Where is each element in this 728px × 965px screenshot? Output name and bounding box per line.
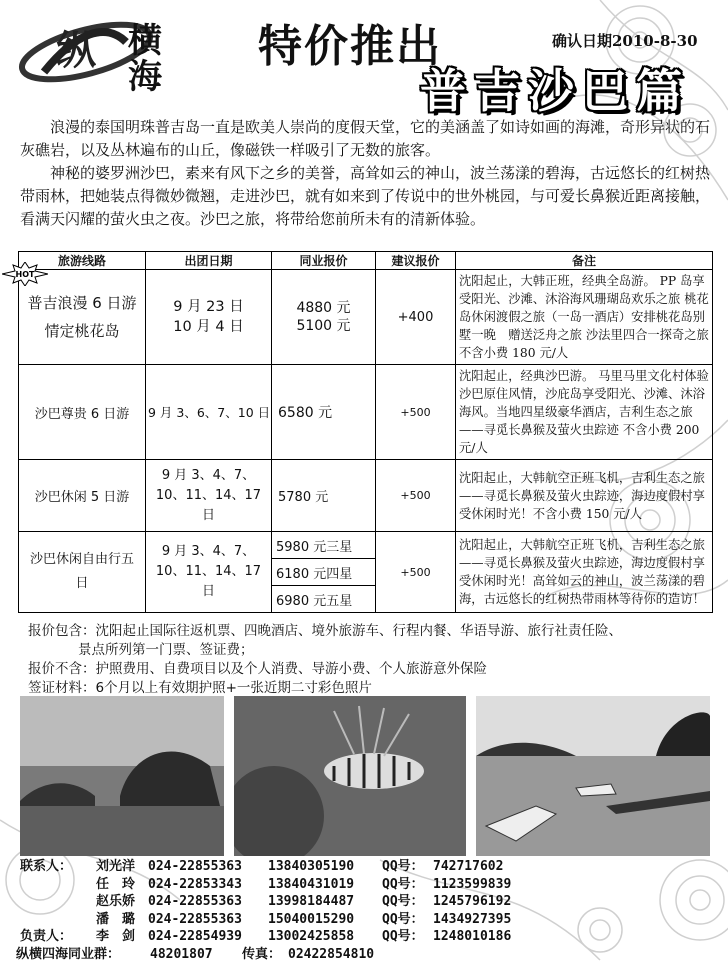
contact-qq-label: QQ号： <box>382 894 424 909</box>
date-item: 10 月 4 日 <box>173 319 244 335</box>
fax-label: 传真： <box>242 946 282 962</box>
group-row <box>16 946 720 964</box>
group-number: 48201807 <box>150 946 213 962</box>
table-row <box>19 365 713 460</box>
tour-price-table <box>15 251 713 613</box>
table-row <box>19 460 713 532</box>
contact-name: 赵乐娇 <box>96 894 136 909</box>
header-dates: 出团日期 <box>146 252 272 270</box>
visa-materials: 签证材料：6个月以上有效期护照+一张近期二寸彩色照片 <box>28 680 372 696</box>
contact-qq: 1248010186 <box>433 929 512 944</box>
contact-phone: 024-22853343 <box>148 876 242 892</box>
page-subtitle: 普吉沙巴篇 <box>420 64 690 118</box>
route-name: 普吉浪漫 6 日游 <box>27 294 137 312</box>
intro-paragraph-sabah: 神秘的婆罗洲沙巴，素来有风下之乡的美誉，高耸如云的神山，波兰荡漾的碧海，古远悠长的红树热带雨林，把她装点得微妙微翘，走进沙巴，就有如来到了传说中的世外桃园，与可爱长鼻猴近距离接触，看满天闪耀的萤火虫之夜。沙巴之旅，将带给您前所未有的清新体验。 <box>20 164 711 228</box>
table-row <box>19 270 713 365</box>
contact-qq-label: QQ号： <box>382 929 424 944</box>
route-subtitle: 情定桃花岛 <box>44 322 120 340</box>
price-cell: 6980 元五星 <box>272 586 376 613</box>
fax-number: 02422854810 <box>288 946 375 962</box>
confirm-date: 确认日期2010-8-30 <box>552 32 698 50</box>
contact-row <box>20 858 720 876</box>
contact-qq-label: QQ号： <box>382 876 424 892</box>
group-label: 纵横四海同业群： <box>16 946 121 962</box>
contact-mobile: 13998184487 <box>268 894 355 909</box>
svg-text:海: 海 <box>128 57 162 94</box>
price-cell <box>272 270 376 365</box>
price-cell: 5980 元三星 <box>272 532 376 559</box>
table-header-row <box>19 252 713 270</box>
price-item: 5100 元 <box>296 318 351 334</box>
svg-text:纵: 纵 <box>56 28 96 74</box>
page-title: 特价推出 <box>258 21 442 72</box>
notes-cell: 沈阳起止，大韩正班，经典全岛游。 PP 岛享受阳光、沙滩、沐浴海风珊瑚岛欢乐之旅 桃花岛休闲渡假之旅（一岛一酒店）安排桃花岛别墅一晚 赠送泛舟之旅 沙法里四合一探奇之旅 不含小费 180 元/人 <box>456 270 713 365</box>
header-route: 旅游线路 <box>19 252 146 270</box>
table-row <box>19 532 713 559</box>
suggested-cell: +400 <box>376 270 456 365</box>
route-cell: 沙巴休闲 5 日游 <box>19 460 146 532</box>
contact-name: 李 剑 <box>96 929 136 944</box>
header-notes: 备注 <box>456 252 713 270</box>
contact-qq: 1245796192 <box>433 894 512 909</box>
price-included: 报价包含：沈阳起止国际往返机票、四晚酒店、境外旅游车、行程内餐、华语导游、旅行社责任险、 <box>28 623 622 639</box>
price-cell: 6180 元四星 <box>272 559 376 586</box>
dates-cell: 9 月 3、4、7、10、11、14、17 日 <box>146 460 272 532</box>
price-item: 4880 元 <box>296 300 351 316</box>
brand-logo <box>16 12 246 94</box>
price-cell: 5780 元 <box>272 460 376 532</box>
contact-row <box>20 928 720 946</box>
dates-cell: 9 月 3、6、7、10 日 <box>146 365 272 460</box>
price-cell: 6580 元 <box>272 365 376 460</box>
contact-row <box>20 911 720 929</box>
contact-name: 潘 璐 <box>96 911 136 927</box>
svg-text:横: 横 <box>128 21 162 61</box>
header-suggested-price: 建议报价 <box>376 252 456 270</box>
price-excluded: 报价不含：护照费用、自费项目以及个人消费、导游小费、个人旅游意外保险 <box>28 661 487 677</box>
contact-qq-label: QQ号： <box>382 859 424 874</box>
contact-qq: 1434927395 <box>433 911 512 927</box>
notes-cell: 沈阳起止，大韩航空正班飞机，吉利生态之旅——寻觅长鼻猴及萤火虫踪迹，海边度假村享受休闲时光！不含小费 150 元/人 <box>456 460 713 532</box>
notes-cell: 沈阳起止，大韩航空正班飞机，吉利生态之旅——寻觅长鼻猴及萤火虫踪迹，海边度假村享受休闲时光！高耸如云的神山，波兰荡漾的碧海，古远悠长的红树热带雨林等待你的造访！ <box>456 532 713 613</box>
contact-row <box>20 876 720 894</box>
suggested-cell: +500 <box>376 532 456 613</box>
intro-text <box>20 116 712 231</box>
contacts-label: 联系人： <box>20 859 73 874</box>
contacts-block <box>16 858 720 963</box>
hot-badge-text: HOT <box>15 270 35 279</box>
contact-mobile: 13840305190 <box>268 859 355 874</box>
photo-lionfish <box>234 696 466 856</box>
contact-qq: 742717602 <box>433 859 504 874</box>
route-cell: 沙巴休闲自由行五日 <box>19 532 146 613</box>
hot-badge-icon <box>2 262 48 286</box>
suggested-cell: +500 <box>376 460 456 532</box>
contact-phone: 024-22854939 <box>148 929 242 944</box>
price-info <box>28 622 718 698</box>
contact-phone: 024-22855363 <box>148 894 242 909</box>
header-trade-price: 同业报价 <box>272 252 376 270</box>
photo-islands <box>20 696 224 856</box>
contact-phone: 024-22855363 <box>148 859 242 874</box>
contact-phone: 024-22855363 <box>148 911 242 927</box>
suggested-cell: +500 <box>376 365 456 460</box>
manager-label: 负责人： <box>20 929 73 944</box>
contact-name: 刘光洋 <box>96 859 136 874</box>
dates-cell <box>146 270 272 365</box>
date-item: 9 月 23 日 <box>173 299 244 315</box>
notes-cell: 沈阳起止，经典沙巴游。 马里马里文化村体验沙巴原住风情，沙庇岛享受阳光、沙滩、沐浴海风。当地四星级豪华酒店，吉利生态之旅——寻觅长鼻猴及萤火虫踪迹 不含小费 200 元/人 <box>456 365 713 460</box>
contact-mobile: 13002425858 <box>268 929 355 944</box>
intro-paragraph-phuket: 浪漫的泰国明珠普吉岛一直是欧美人崇尚的度假天堂，它的美涵盖了如诗如画的海滩，奇形异状的石灰礁岩，以及丛林遍布的山丘，像磁铁一样吸引了无数的旅客。 <box>20 118 711 159</box>
contact-qq-label: QQ号： <box>382 911 424 927</box>
contact-mobile: 15040015290 <box>268 911 355 927</box>
dates-cell: 9 月 3、4、7、10、11、14、17 日 <box>146 532 272 613</box>
photo-pier <box>476 696 710 856</box>
price-included-cont: 景点所列第一门票、签证费； <box>78 642 254 658</box>
contact-name: 任 玲 <box>96 876 136 892</box>
route-cell: 沙巴尊贵 6 日游 <box>19 365 146 460</box>
contact-mobile: 13840431019 <box>268 876 355 892</box>
contact-qq: 1123599839 <box>433 876 512 892</box>
contact-row <box>20 893 720 911</box>
